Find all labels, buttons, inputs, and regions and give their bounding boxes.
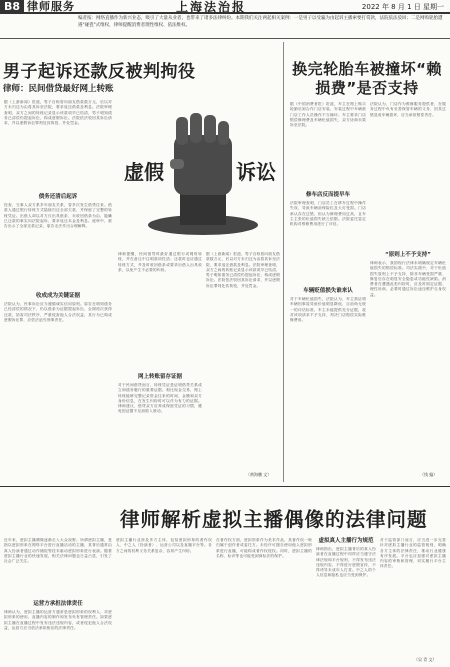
article1-subtitle: 律师：民间借贷最好网上转账 <box>3 84 114 94</box>
article1-body-2: 法院认为，民事诉讼应当遵循诚实信用原则。原告在明知债务已经清偿的情况下，仍以借条为证据提起诉讼，企图再次获得还款，妨害司法秩序，严重侵害他人合法权益，其行为已构成虚假诉讼罪，应依法追究刑事责任。 <box>4 302 112 322</box>
bottom-body-c: 律师认为，虚拟主播的运营方通常是虚拟形象的权利人，对虚拟形象的使用、直播内容的制作和发布负有管理责任。如果虚拟主播在直播过程中发布违法违规内容，或者侵犯他人合法权益，运营方应当依法承担相应的法律责任。 <box>4 610 112 630</box>
masthead: 上海法治报 <box>176 0 247 14</box>
bottom-body-a: 近年来，虚拟主播偶像逐渐走入大众视野。所谓虚拟主播，是指以虚拟形象在网络平台进行直播活动的主播，其背后通常由真人扮演者通过动作捕捉等技术驱动虚拟形象进行表演。随着虚拟主播行业的快速发展，相关法律问题也日益凸显，引发了社会广泛关注。 <box>4 538 112 564</box>
bottom-body-e: 在著作权方面，虚拟形象作为美术作品，其著作权一般归属于创作者或委托方。未经许可擅自使用他人虚拟形象进行直播，可能构成著作权侵权。同时，虚拟主播的名称、标识等也可能受到商标法的保护。 <box>216 538 312 558</box>
article2-lede: 据《中国消费者报》报道，车主在网上购买轮胎后到合作门店安装，安装过程中车辆被门店工作人员操作不当撞坏。车主要求门店赔偿修理费及车辆贬值损失，双方协商未果诉至法院。 <box>290 102 366 128</box>
article1-body-4-cont: 据《上游新闻》报道，男子自称曾向朋友借款数万元，后以对方未归还为由将其诉至法院，要求返还借款及利息。法院审理查明，双方之间的转账记录显示该款项早已结清，男子明知债务已清偿仍提起诉讼，构成虚假诉讼。法院依法驳回其诉讼请求，并以虚假诉讼罪判处其拘役，并处罚金。 <box>206 252 280 288</box>
article1-lede: 据《上游新闻》报道，男子自称曾向朋友借款数万元，后以对方未归还为由将其诉至法院，要求返还借款及利息。法院审理查明，双方之间的转账记录显示该款项早已结清，男子明知债务已清偿仍提起诉讼，构成虚假诉讼。法院依法驳回其诉讼请求，并以虚假诉讼罪判处其拘役，并处罚金。 <box>4 100 112 126</box>
article2-body-3: 对于车辆贬值损失，法院认为，车主需证明车辆因事故导致价值明显降低，目前尚无统一的评估标准，车主未能提供充分证据，故对该项请求不予支持，判决门店赔偿实际维修费用。 <box>290 297 366 323</box>
article1-title: 男子起诉还款反被判拘役 <box>3 62 196 82</box>
bottom-rule <box>0 486 450 487</box>
article1-body-1: 经查，当事人双方系多年朋友关系，曾多次发生借贷往来。借款人通过银行转账方式陆续归还全部欠款，并保留了完整的转账凭证。出借人却以对方仅出具借条、未收回借条为由，隐瞒已还款的事实向法院起诉，要求返还本金及利息。庭审中，被告出示了全部还款记录，原告无法作出合理解释。 <box>4 203 112 229</box>
article1-subhead-2: 收成成为关键证据 <box>35 293 80 299</box>
illustration <box>118 95 288 250</box>
bottom-title: 律师解析虚拟主播偶像的法律问题 <box>120 508 428 531</box>
art-label-left: 虚假 <box>124 160 164 184</box>
issue-date: 2022 年 8 月 1 日 星期一 <box>361 3 444 11</box>
article1-body-3: 律师提醒，民间借贷时最好通过银行或网络转账，并在备注中注明款项性质；还款时也应通过转账方式，并及时收回借条或要求出借人出具收条，以免产生不必要的纠纷。 <box>118 252 202 272</box>
article1-subhead-1: 债务还清后起诉 <box>38 194 78 200</box>
art-label-right: 诉讼 <box>236 160 276 184</box>
article2-body-1: 法院审理查明，门店员工在移车过程中操作失误，导致车辆前保险杠及大灯受损。门店承认存在过错，但认为修理费用过高，且车主主张的贬值损失缺乏依据。法院委托鉴定机构对维修费用进行了评估。 <box>290 201 366 227</box>
article2-byline: （钱 编） <box>420 472 438 477</box>
top-rule <box>0 38 450 39</box>
bottom-subhead-1: 运营方承担法律责任 <box>33 601 83 607</box>
article1-subhead-3: 网上转账留存证据 <box>137 374 182 380</box>
article1-body-4: 对于民间借贷而言，转账凭证是证明借贷关系成立和债务履行的重要证据。相比现金交易，网上转账能够完整记录资金往来的时间、金额和双方身份信息，在发生纠纷时可以作为有力的证据。律师建议，借贷双方应养成保留凭证的习惯，避免因证据不足而陷入被动。 <box>118 383 202 414</box>
article2-body-2: 法院认为，门店作为维修服务提供者，在服务过程中负有妥善保管车辆的义务，因其过错造成车辆损坏，应当承担赔偿责任。 <box>370 102 446 117</box>
page-number: B8 <box>0 0 24 14</box>
bottom-body-h: 对于监管部门而言，应当进一步完善针对虚拟主播行业的监管规则，明确各方主体的法律责任，推动行业健康有序发展。平台也应加强对虚拟主播内容的审核和管理，切实履行平台主体责任。 <box>380 538 446 569</box>
article2-body-4: 律师表示，我国现行法律未明确规定车辆贬值损失的赔偿标准。司法实践中，对于贬值损失原则上不予支持，除非车辆受损严重、修复后存在明显安全隐患或功能性缺陷。消费者在遭遇此类纠纷时，应及时固定证据、理性协商，必要时通过诉讼途径维护自身权益。 <box>370 261 446 297</box>
article1-byline: （黄海鹏 文） <box>246 472 272 477</box>
bottom-body-b: 虚拟主播行业涉及多方主体，包括虚拟形象的著作权人、中之人（扮演者）、运营公司以及直播平台等。各方之间的权利义务关系复杂，容易产生纠纷。 <box>116 538 212 553</box>
article2-subhead-3: “原则上不予支持” <box>385 252 431 258</box>
editors-note: 编者按：网络直播作为新兴业态，吸引了大量从业者，也带来了诸多法律纠纷。本期我们关注两起相关案例：一是男子以受骗为由起诉主播索要打赏款，法院依法驳回；二是网购轮胎遭遇"碰瓷"式维权，律师提醒消费者理性维权、依法维权。 <box>78 16 443 28</box>
bottom-subhead-2: 虚拟真人主播行为规范 <box>318 538 374 544</box>
article2-subhead-2: 车辆贬值损失谁来认 <box>303 288 353 294</box>
bottom-body-g: 律师指出，虚拟主播背后的真人扮演者在直播过程中同样应当遵守法律法规和平台规则，不得发布违法违规内容，不得进行虚假宣传，不得诱导未成年人打赏。中之人的个人信息和隐私也应当受到保护。 <box>316 547 376 578</box>
section-title: 律师服务 <box>27 0 75 13</box>
page-header <box>0 0 450 14</box>
article2-title: 换完轮胎车被撞坏“赖损费”是否支持 <box>292 60 442 97</box>
bottom-byline: （吴 青 文） <box>414 657 437 662</box>
article2-subhead-1: 修车店反而提早车 <box>305 192 350 198</box>
